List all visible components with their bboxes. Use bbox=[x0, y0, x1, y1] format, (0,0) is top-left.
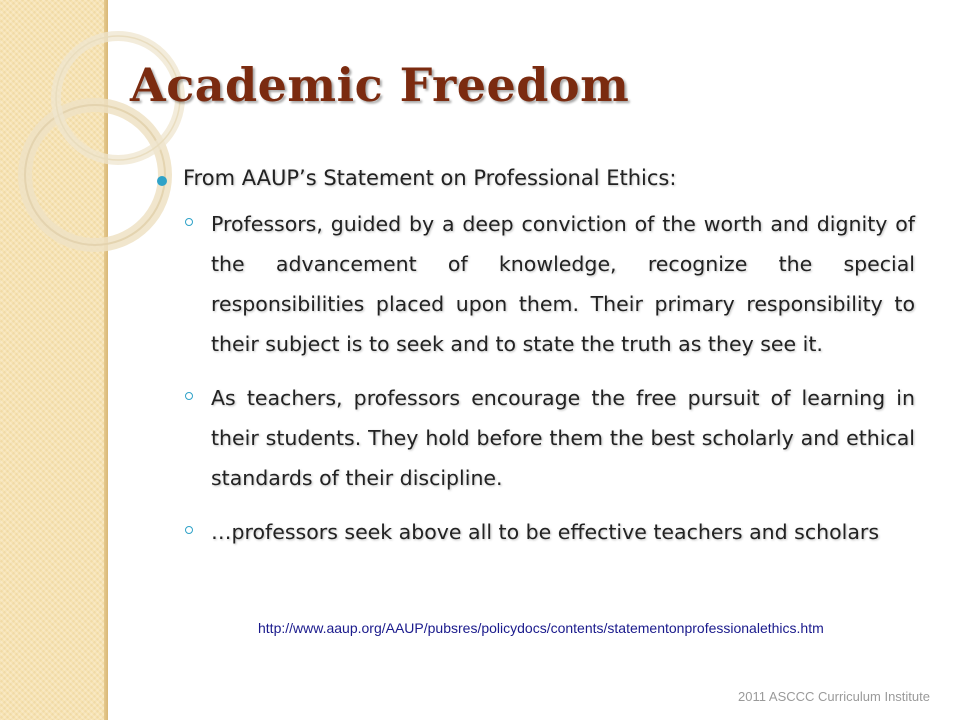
sub-bullet-item bbox=[153, 204, 915, 364]
sub-bullet-text: As teachers, professors encourage the free pursuit of learning in their students. They hold before them the best scholarly and ethical standards of their discipline. bbox=[211, 386, 915, 490]
sub-bullet-item bbox=[153, 378, 915, 498]
bullet-dot-icon bbox=[157, 176, 167, 186]
hollow-bullet-icon bbox=[185, 526, 193, 534]
source-link[interactable]: http://www.aaup.org/AAUP/pubsres/policydocs/contents/statementonprofessionalethics.htm bbox=[258, 620, 824, 636]
slide-title: Academic Freedom bbox=[130, 58, 630, 112]
footer-text: 2011 ASCCC Curriculum Institute bbox=[738, 689, 930, 704]
sub-bullet-text: Professors, guided by a deep conviction of the worth and dignity of the advancement of knowledge, recognize the special responsibilities placed upon them. Their primary responsibility to their subject is to seek and to state the truth as they see it. bbox=[211, 212, 915, 356]
sub-bullet-list bbox=[153, 204, 915, 552]
main-bullet-text: From AAUP’s Statement on Professional Ethics: bbox=[183, 166, 677, 190]
hollow-bullet-icon bbox=[185, 392, 193, 400]
hollow-bullet-icon bbox=[185, 218, 193, 226]
sub-bullet-text: …professors seek above all to be effective teachers and scholars bbox=[211, 520, 880, 544]
main-bullet bbox=[153, 166, 915, 190]
slide-body bbox=[153, 166, 915, 566]
sub-bullet-item bbox=[153, 512, 915, 552]
